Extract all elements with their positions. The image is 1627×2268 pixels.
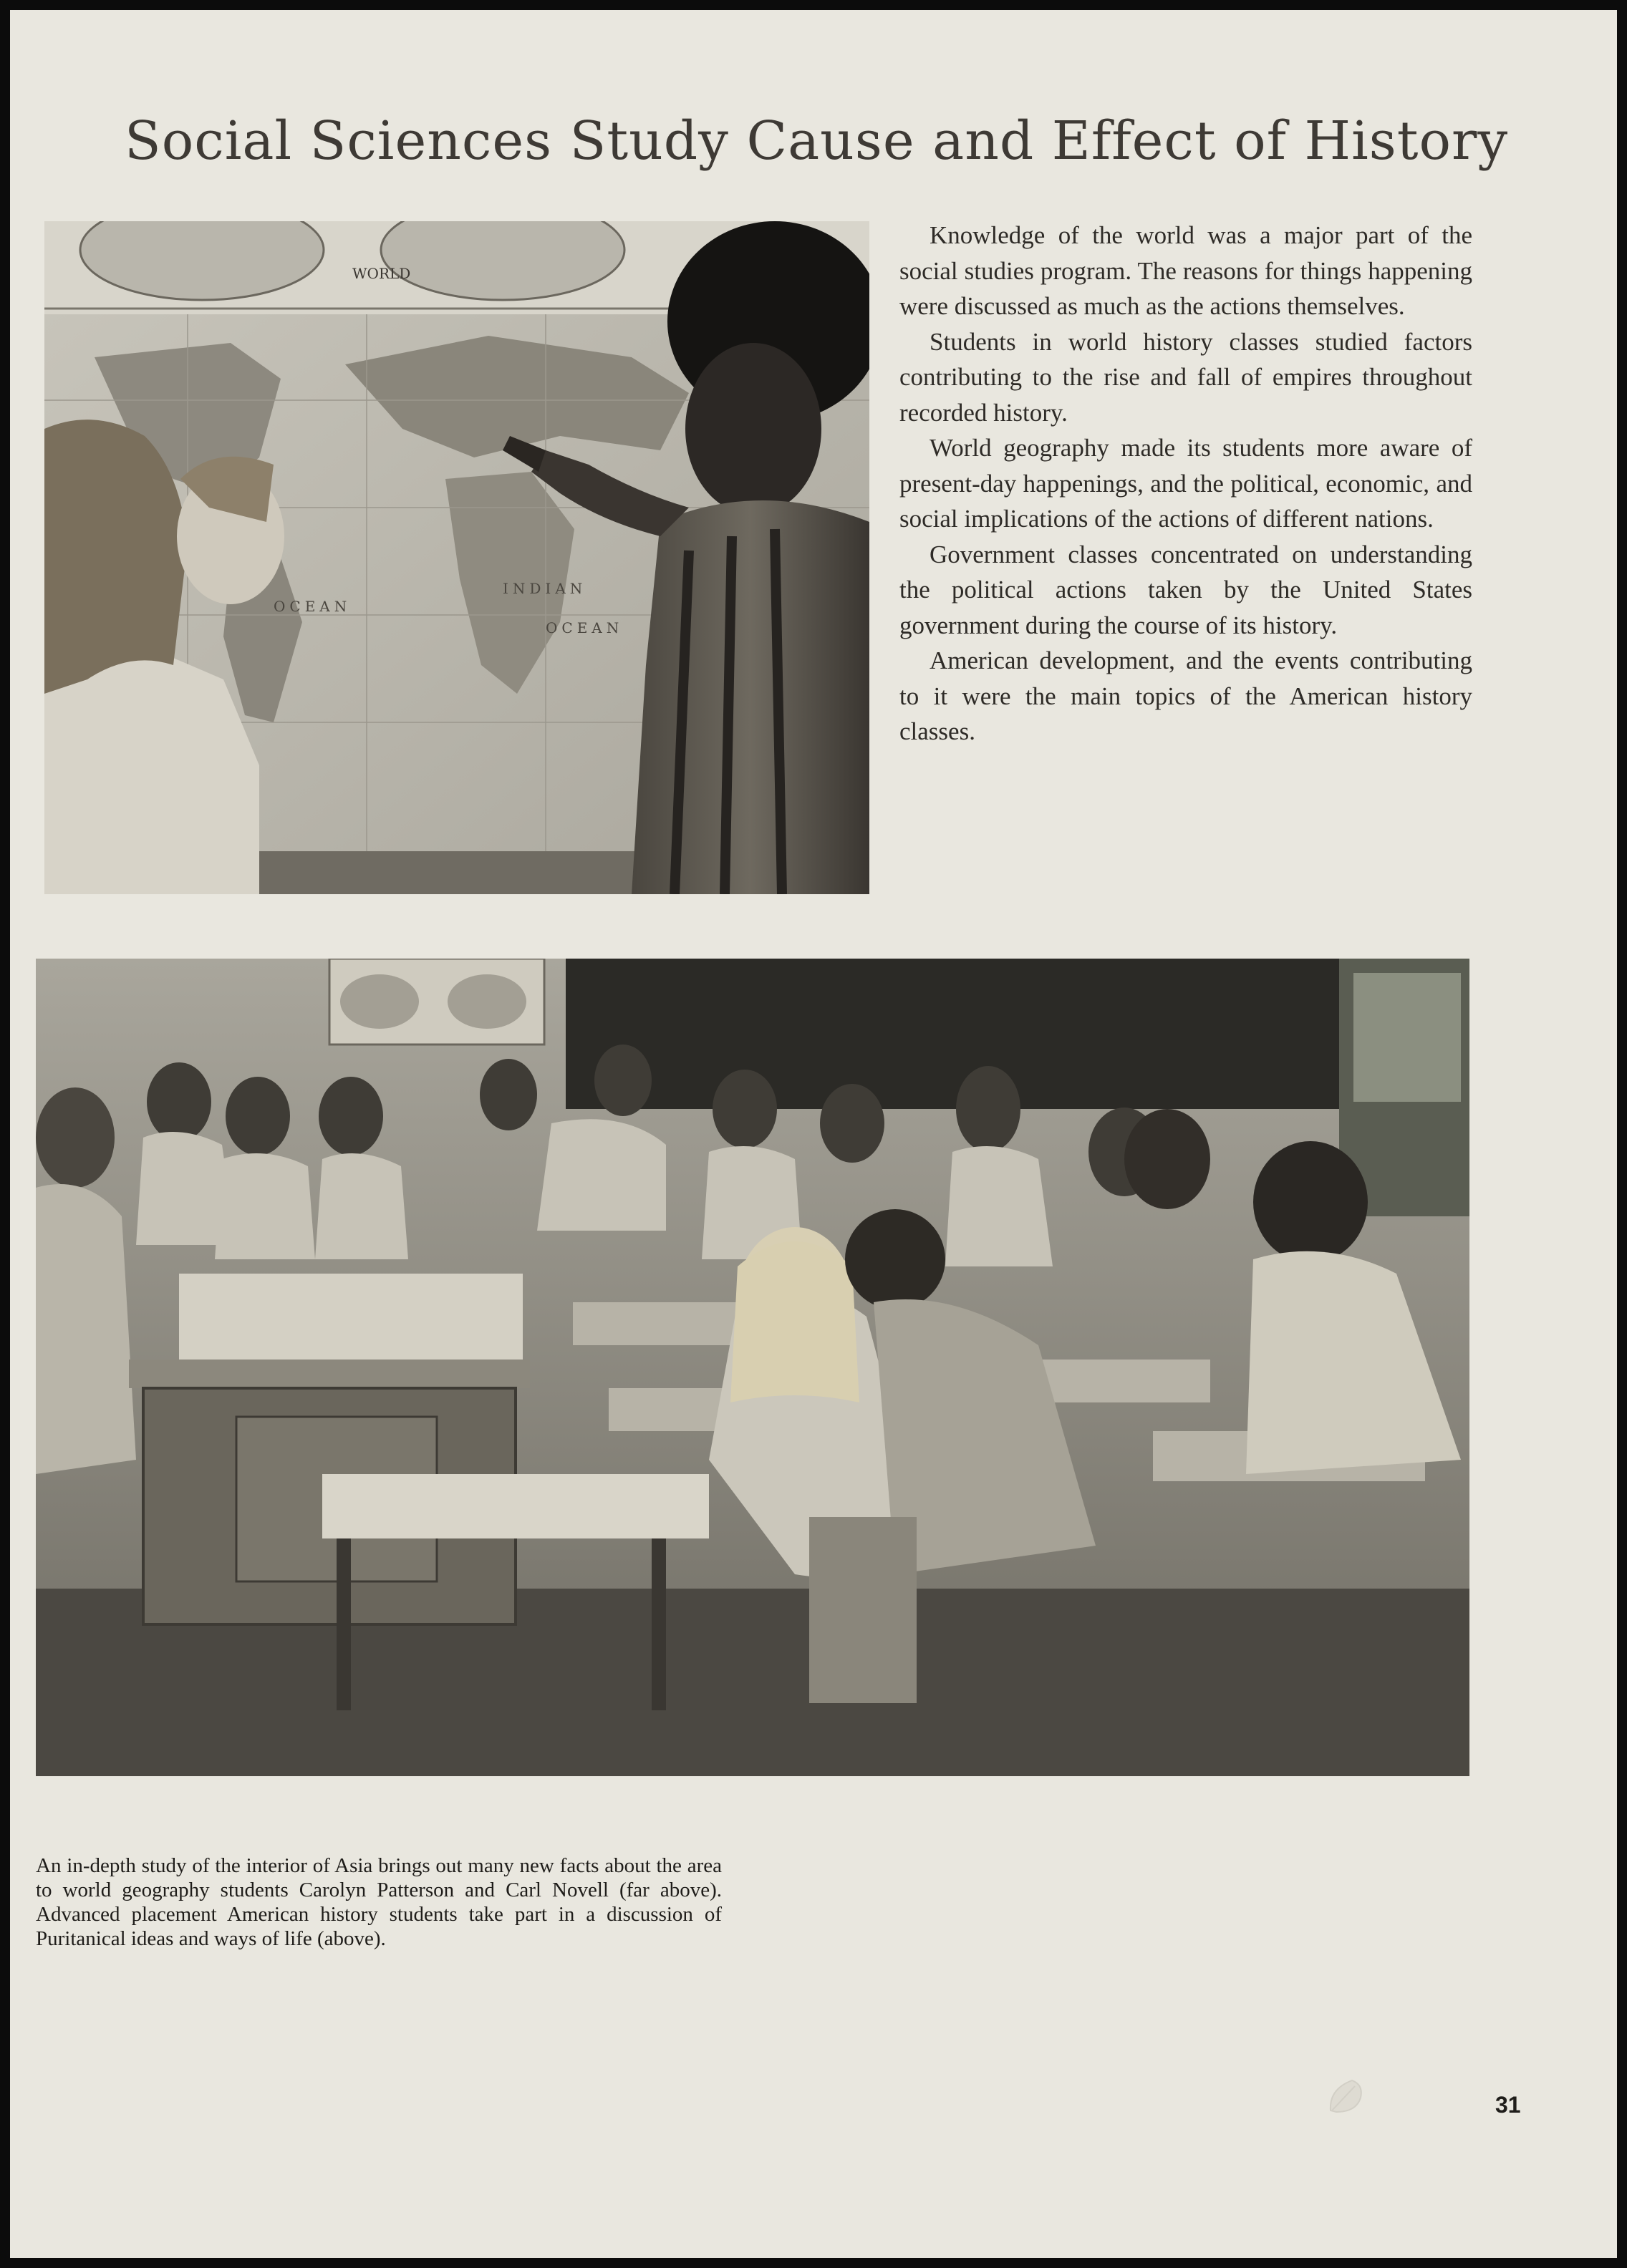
- map-ocean-label-3: OCEAN: [546, 619, 624, 636]
- article-paragraph: Government classes concentrated on understanding the political actions taken by the United States government during the course of its history.: [899, 540, 1472, 639]
- article-body: [899, 218, 1472, 750]
- page-title: Social Sciences Study Cause and Effect of History: [125, 110, 1509, 172]
- page-number: 31: [1495, 2092, 1521, 2118]
- map-ocean-label-2: INDIAN: [503, 580, 587, 597]
- leaf-watermark-icon: [1323, 2075, 1366, 2118]
- article-paragraph: World geography made its students more aware of present-day happenings, and the political, economic, and social implications of the actions of different nations.: [899, 434, 1472, 533]
- map-photo-image: [44, 221, 869, 894]
- classroom-photo: [36, 959, 1469, 1776]
- photo-caption: An in-depth study of the interior of Asia brings out many new facts about the area to world geography students Carolyn Patterson and Carl Novell (far above). Advanced placement American history students take part in a discussion of Puritanical ideas and ways of life (above).: [36, 1854, 722, 1950]
- article-paragraph: American development, and the events contributing to it were the main topics of the American history classes.: [899, 646, 1472, 745]
- map-ocean-label-1: OCEAN: [274, 598, 352, 615]
- article-paragraph: Students in world history classes studied factors contributing to the rise and fall of empires throughout recorded history.: [899, 327, 1472, 427]
- article-paragraph: Knowledge of the world was a major part of the social studies program. The reasons for things happening were discussed as much as the actions themselves.: [899, 221, 1472, 320]
- classroom-photo-image: [36, 959, 1469, 1776]
- map-photo: [44, 221, 869, 894]
- yearbook-page: [10, 10, 1617, 2258]
- map-world-label: WORLD: [352, 265, 411, 282]
